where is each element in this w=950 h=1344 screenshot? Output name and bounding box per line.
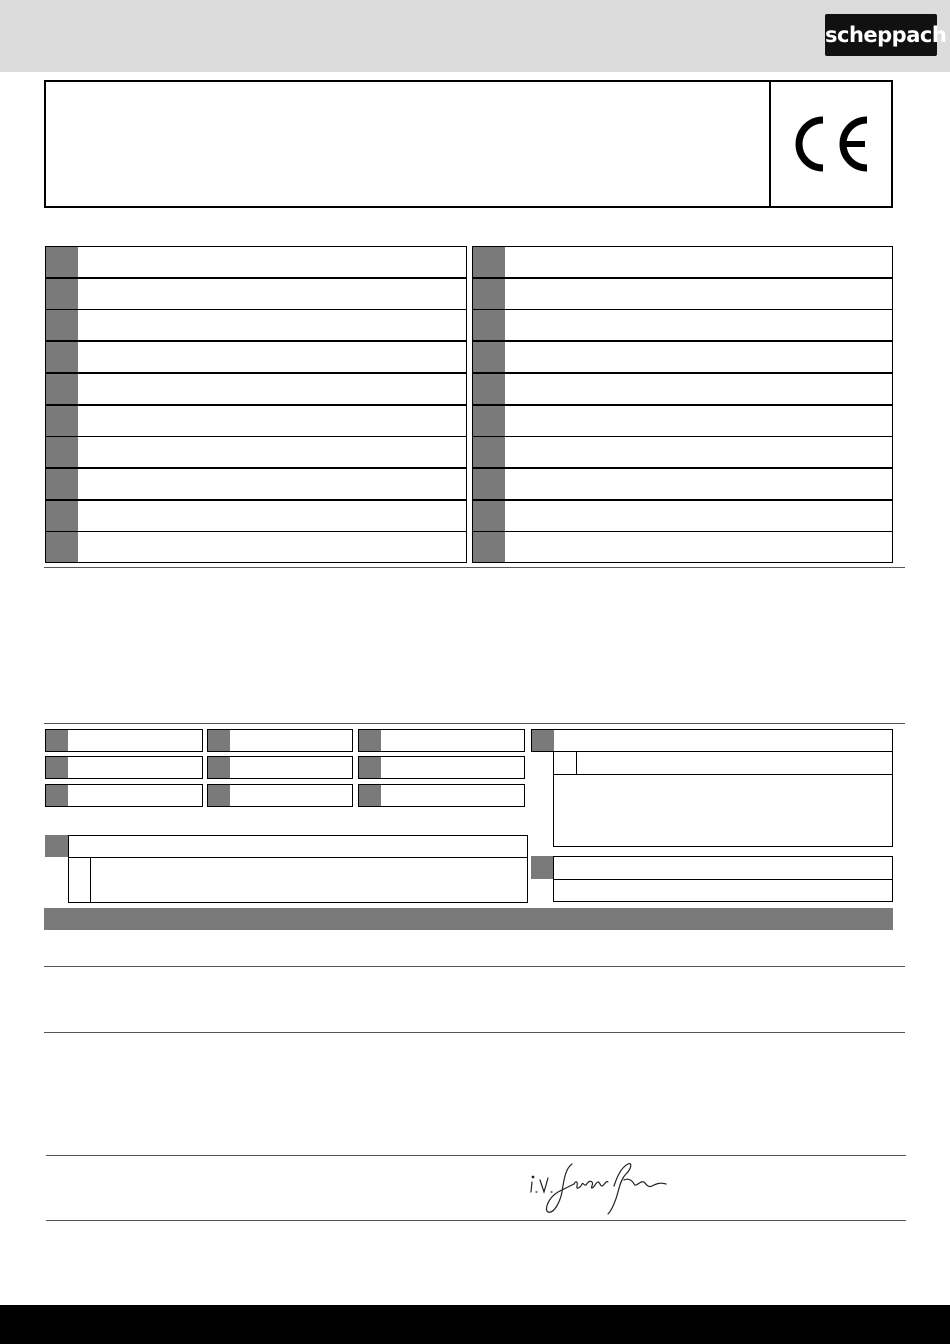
language-code-cell [473,532,505,562]
language-code-cell [46,406,78,436]
language-code-cell [473,501,505,531]
code-cell [359,730,381,751]
standard-box [358,756,525,779]
section-bar [44,908,893,930]
language-code-cell [473,247,505,277]
language-code-cell [473,342,505,372]
language-code-cell [473,310,505,340]
language-row [472,405,893,437]
standard-box [207,784,353,807]
language-row [45,468,467,500]
code-cell [359,757,381,778]
language-row [45,373,467,405]
divider-line [44,723,905,724]
standard-box [207,756,353,779]
notified-body-row [553,751,893,775]
code-cell [46,730,68,751]
code-cell [45,835,69,857]
standard-box [45,756,203,779]
code-cell [46,785,68,806]
language-code-cell [473,406,505,436]
divider-line [44,567,905,568]
ce-mark-icon [789,114,871,174]
language-code-cell [46,437,78,467]
language-row [472,500,893,532]
code-cell [532,730,554,751]
language-code-cell [46,342,78,372]
code-cell [359,785,381,806]
language-row [45,341,467,373]
divider-line [44,966,905,967]
divider-line [44,1032,905,1033]
language-code-cell [473,437,505,467]
language-code-cell [46,501,78,531]
language-row [472,341,893,373]
footer-bar [0,1305,950,1344]
language-row [45,405,467,437]
language-row [472,436,893,468]
divider-line [46,1220,906,1221]
language-row [472,373,893,405]
code-cell [208,730,230,751]
code-cell [46,757,68,778]
language-code-cell [46,310,78,340]
language-code-cell [473,469,505,499]
language-row [472,278,893,310]
language-row [45,531,467,563]
language-row [45,246,467,278]
declaration-title-box [44,80,893,208]
additional-info-header [68,835,528,858]
header-band [0,0,950,72]
language-code-cell [473,279,505,309]
scheppach-logo: scheppach [825,14,937,56]
language-code-cell [46,247,78,277]
language-row [45,500,467,532]
language-row [472,468,893,500]
language-row [472,309,893,341]
language-row [45,309,467,341]
documentation-value [553,879,893,902]
documentation-header [553,856,893,880]
standard-box [45,729,203,752]
handwritten-signature-icon [528,1158,678,1218]
notified-body-address [553,774,893,847]
language-row [45,436,467,468]
language-row [472,531,893,563]
language-code-cell [473,374,505,404]
additional-info-body [90,857,528,903]
language-code-cell [46,279,78,309]
standard-box [207,729,353,752]
code-cell [531,856,554,879]
code-cell [208,757,230,778]
divider-line [46,1155,906,1156]
code-cell [208,785,230,806]
language-row [472,246,893,278]
standard-box [358,729,525,752]
ce-mark-cell [769,82,891,206]
standard-box [358,784,525,807]
language-row [45,278,467,310]
standard-box [45,784,203,807]
language-code-cell [46,469,78,499]
additional-info-index [68,857,91,903]
notified-body-header [531,729,893,752]
language-code-cell [46,374,78,404]
language-code-cell [46,532,78,562]
